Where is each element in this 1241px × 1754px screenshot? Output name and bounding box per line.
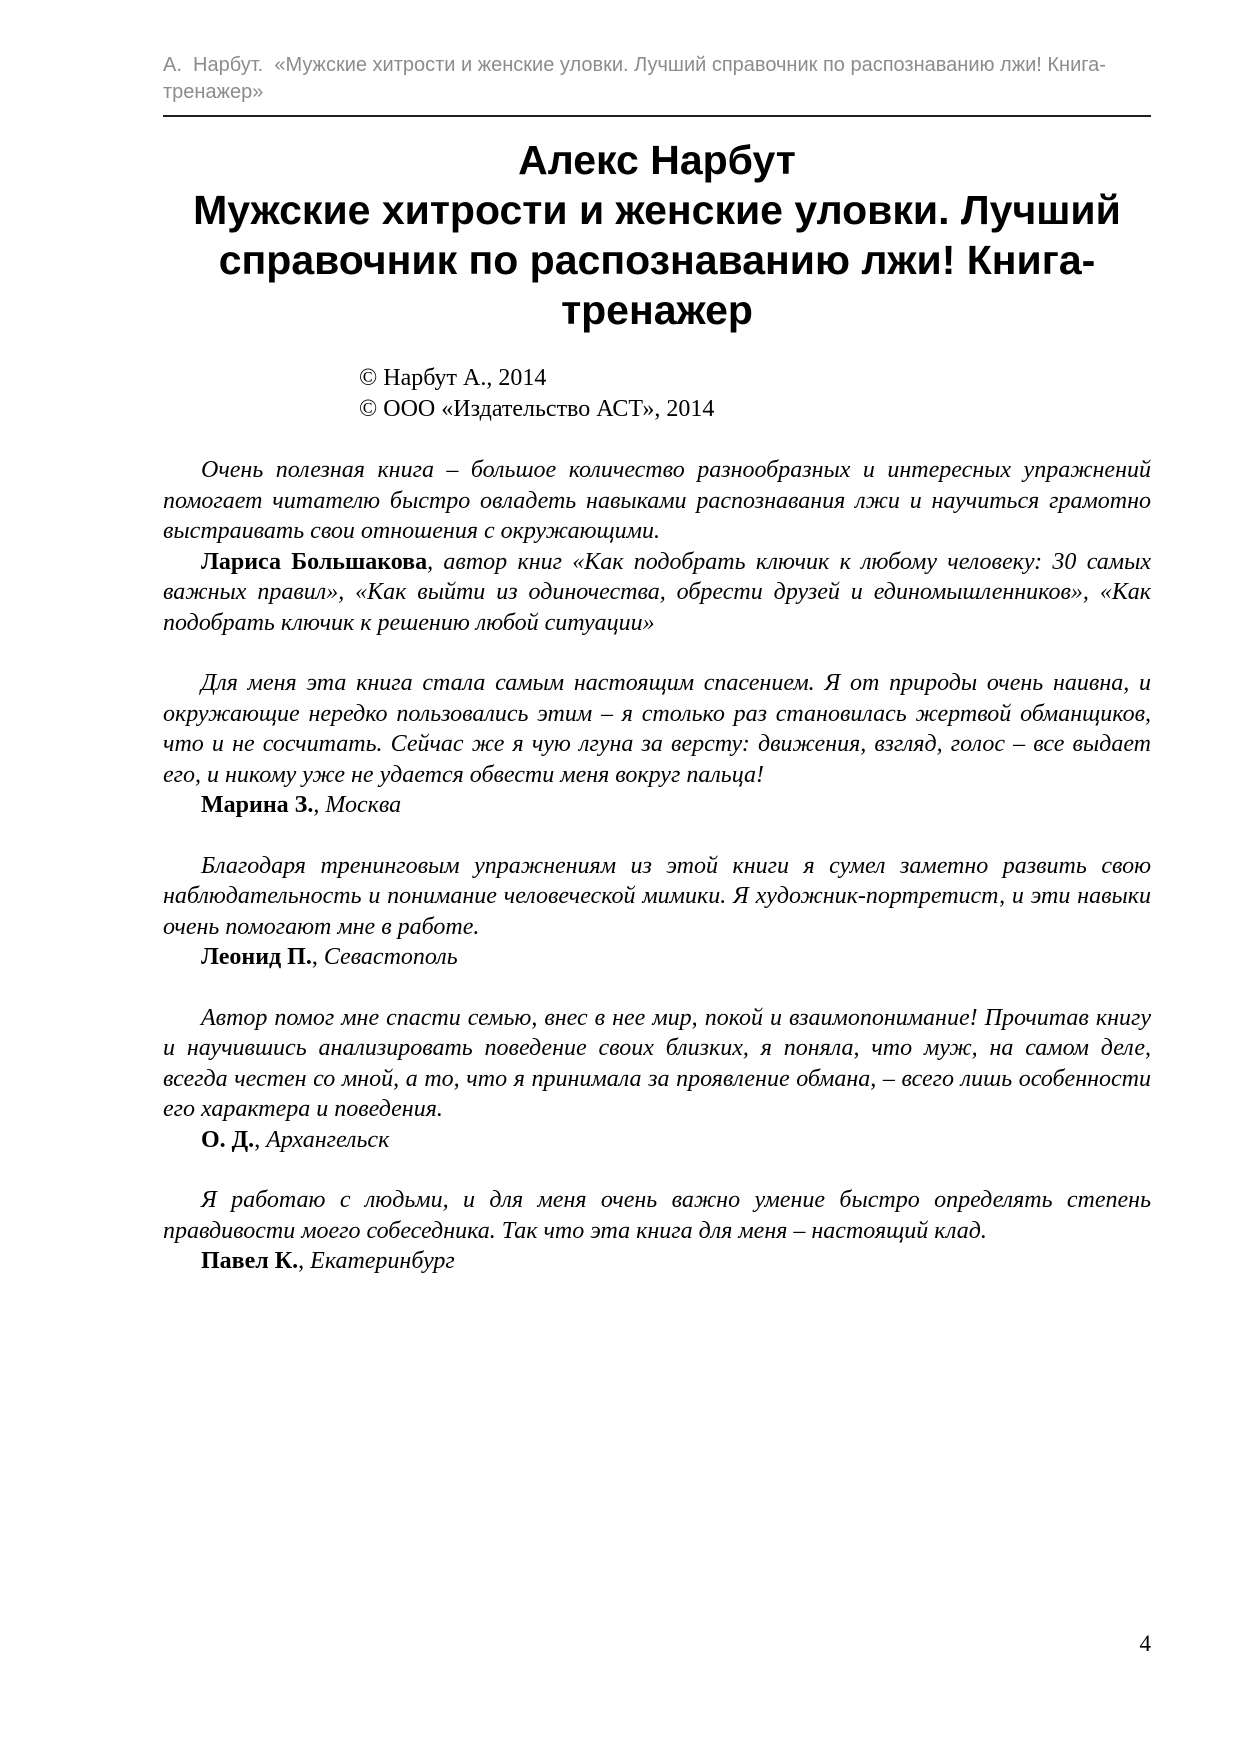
book-name: Мужские хитрости и женские уловки. Лучший справочник по распознаванию лжи! Книга-тренажер [193, 187, 1121, 333]
testimonial-pavel [163, 1185, 1151, 1277]
signature-location: Екатеринбург [310, 1248, 455, 1274]
signature-name: Марина З. [201, 792, 314, 818]
book-author: Алекс Нарбут [518, 137, 796, 183]
testimonial-signature [163, 790, 1151, 821]
signature-separator: , [311, 944, 324, 970]
signature-separator: , [313, 792, 326, 818]
testimonial-marina [163, 668, 1151, 821]
annotation-block [163, 455, 1151, 638]
testimonial-signature [163, 1125, 1151, 1156]
annotation-endorser [163, 547, 1151, 639]
signature-location: Москва [325, 792, 402, 818]
testimonial-signature [163, 942, 1151, 973]
signature-location: Севастополь [323, 944, 458, 970]
page-header [163, 52, 1151, 117]
testimonial-text: Для меня эта книга стала самым настоящим спасением. Я от природы очень наивна, и окружающие нередко пользовались этим – я столько раз становилась жертвой обманщиков, что и не сосчитать. Сейчас же я чую лгуна за версту: движения, взгляд, голос – все выдает его, и никому уже не удается обвести меня вокруг пальца! [163, 670, 1151, 788]
testimonial-leonid [163, 851, 1151, 973]
signature-separator: , [298, 1248, 311, 1274]
testimonial-text: Автор помог мне спасти семью, внес в нее мир, покой и взаимопонимание! Прочитав книгу и научившись анализировать поведение своих близких, я поняла, что муж, на самом деле, всегда честен со мной, а то, что я принимала за проявление обмана, – всего лишь особенности его характера и поведения. [163, 1004, 1151, 1122]
testimonial-text: Я работаю с людьми, и для меня очень важно умение быстро определять степень правдивости моего собеседника. Так что эта книга для меня – настоящий клад. [163, 1187, 1151, 1244]
copyright-line-author: © Нарбут А., 2014 [359, 365, 547, 391]
page-number: 4 [1139, 1631, 1151, 1656]
testimonial-od [163, 1003, 1151, 1156]
signature-name: Леонид П. [201, 944, 312, 970]
annotation-review: Очень полезная книга – большое количество разнообразных и интересных упражнений помогает читателю быстро овладеть навыками распознавания лжи и научиться грамотно выстраивать свои отношения с окружающими. [163, 457, 1151, 544]
signature-name: Павел К. [201, 1248, 299, 1274]
endorser-credentials: , автор книг «Как подобрать ключик к любому человеку: 30 самых важных правил», «Как выйти из одиночества, обрести друзей и единомышленников», «Как подобрать ключик к решению любой ситуации» [163, 548, 1151, 636]
signature-separator: , [254, 1126, 267, 1153]
book-title [192, 135, 1122, 335]
endorser-name: Лариса Большакова [201, 548, 428, 575]
testimonial-signature [163, 1246, 1151, 1277]
testimonial-text: Благодаря тренинговым упражнениям из этой книги я сумел заметно развить свою наблюдательность и понимание человеческой мимики. Я художник-портретист, и эти навыки очень помогают мне в работе. [163, 852, 1151, 940]
running-title: А. Нарбут. «Мужские хитрости и женские уловки. Лучший справочник по распознаванию лжи! Книга-тренажер» [163, 54, 1106, 103]
copyright-block [163, 363, 1151, 425]
signature-name: О. Д. [201, 1126, 255, 1153]
copyright-line-publisher: © ООО «Издательство АСТ», 2014 [359, 396, 715, 422]
signature-location: Архангельск [266, 1126, 390, 1153]
